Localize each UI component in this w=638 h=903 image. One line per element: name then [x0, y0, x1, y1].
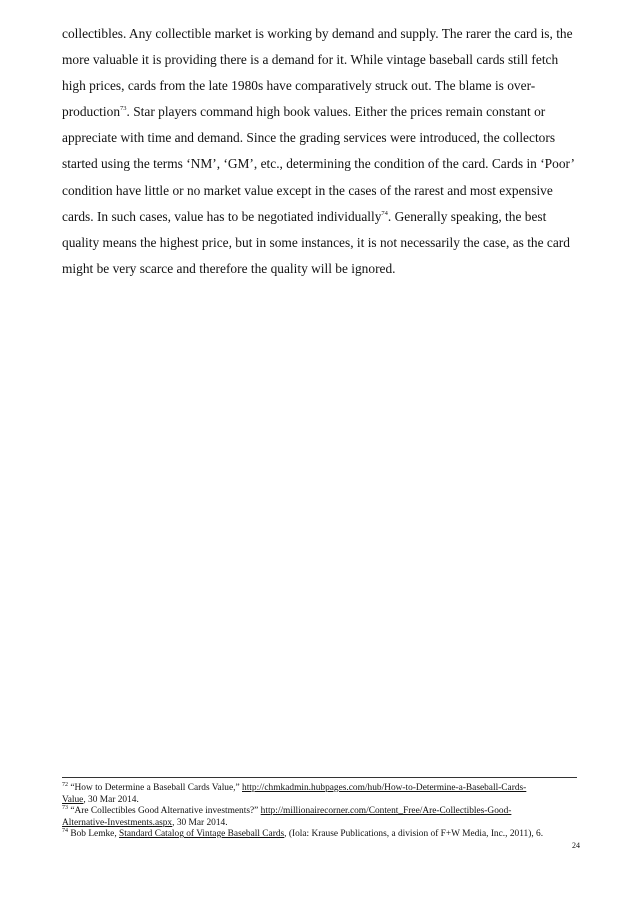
text-line — [62, 99, 580, 125]
footnote-text: , 30 Mar 2014. — [172, 817, 228, 828]
footnote-73 — [62, 806, 580, 829]
text-line: more valuable it is providing there is a demand for it. While vintage baseball cards still fetch — [62, 52, 559, 68]
text-segment: production — [62, 104, 121, 120]
text-line: might be very scarce and therefore the quality will be ignored. — [62, 260, 396, 276]
footnote-text: “How to Determine a Baseball Cards Value,” — [68, 783, 242, 793]
footnote-74 — [62, 829, 580, 841]
footnote-number: 72 — [62, 782, 68, 788]
footnote-link-continued[interactable]: Alternative-Investments.aspx — [62, 817, 173, 828]
text-line: condition have little or no market value except in the cases of the rarest and most expensive — [62, 182, 553, 198]
footnote-separator — [62, 777, 577, 778]
footnote-link[interactable]: http://millionairecorner.com/Content_Free/Are-Collectibles-Good- — [260, 806, 512, 816]
text-line: quality means the highest price, but in some instances, it is not necessarily the case, as the card — [62, 234, 570, 250]
footnote-link-continued[interactable]: Value — [62, 794, 84, 805]
footnote-72 — [62, 783, 580, 806]
footnote-text: , 30 Mar 2014. — [83, 794, 139, 805]
footnote-link[interactable]: http://chmkadmin.hubpages.com/hub/How-to-Determine-a-Baseball-Cards- — [242, 783, 527, 793]
footnote-text: “Are Collectibles Good Alternative investments?” — [68, 806, 261, 816]
footnote-book-title: Standard Catalog of Vintage Baseball Cards — [119, 829, 285, 839]
text-segment: . Generally speaking, the best — [387, 208, 547, 224]
page-number: 24 — [572, 841, 580, 850]
text-segment: . Star players command high book values. Either the prices remain constant or — [126, 104, 546, 120]
footnote-text: , (Iola: Krause Publications, a division of F+W Media, Inc., 2011), 6. — [284, 829, 544, 839]
text-line — [62, 204, 580, 230]
footnote-ref-73[interactable]: 73 — [120, 105, 127, 113]
footnote-text: Bob Lemke, — [68, 829, 120, 839]
footnote-number: 74 — [62, 828, 68, 834]
footnote-number: 73 — [62, 805, 68, 811]
text-line: started using the terms ‘NM’, ‘GM’, etc., determining the condition of the card. Cards in ‘Poor’ — [62, 156, 575, 172]
text-segment: cards. In such cases, value has to be negotiated individually — [62, 208, 382, 224]
footnote-ref-74[interactable]: 74 — [381, 209, 388, 217]
text-line: high prices, cards from the late 1980s have comparatively struck out. The blame is over- — [62, 78, 536, 94]
footnotes — [62, 783, 580, 841]
text-line: appreciate with time and demand. Since the grading services were introduced, the collectors — [62, 130, 556, 146]
text-line: collectibles. Any collectible market is working by demand and supply. The rarer the card is, the — [62, 26, 573, 41]
body-paragraph — [62, 21, 580, 282]
